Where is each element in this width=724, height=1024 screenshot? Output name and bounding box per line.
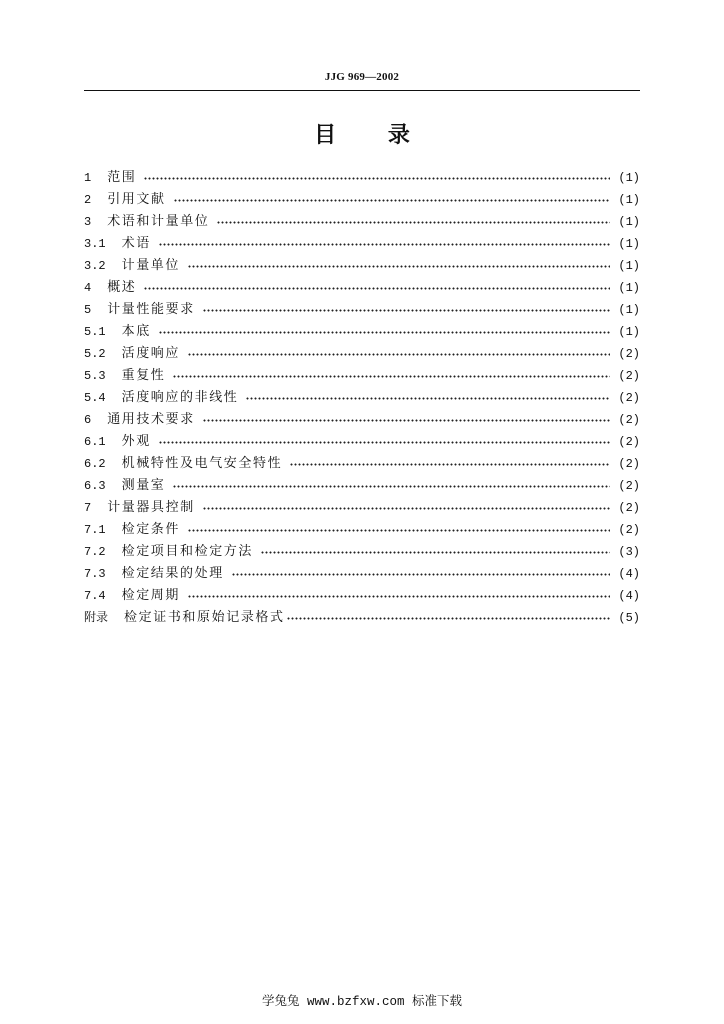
dot-leader (188, 353, 610, 356)
toc-entry (84, 409, 640, 431)
toc-entry-title: 活度响应 (121, 346, 181, 361)
toc-entry (84, 277, 640, 299)
toc-entry-number: 3.2 (84, 259, 106, 273)
toc-entry (84, 167, 640, 189)
toc-entry-number: 附录 (84, 611, 109, 625)
toc-entry-title: 范围 (107, 170, 137, 185)
dot-leader (287, 617, 611, 620)
site-watermark-footer: 学兔兔 www.bzfxw.com 标准下载 (261, 995, 463, 1009)
dot-leader (159, 441, 611, 444)
toc-entry-page: (1) (618, 259, 640, 273)
toc-entry-number: 3 (84, 215, 92, 229)
toc-entry-page: (2) (618, 391, 640, 405)
toc-entry-page: (2) (618, 369, 640, 383)
toc-entry (84, 497, 640, 519)
toc-entry-title: 术语和计量单位 (107, 214, 210, 229)
page-title: 目 录 (314, 122, 410, 148)
toc-entry (84, 321, 640, 343)
toc-entry-page: (5) (618, 611, 640, 625)
toc-entry (84, 255, 640, 277)
toc-entry-page: (4) (618, 589, 640, 603)
toc-entry-page: (2) (618, 479, 640, 493)
toc-entry-number: 7.3 (84, 567, 106, 581)
toc-entry-title: 通用技术要求 (107, 412, 195, 427)
toc-entry (84, 365, 640, 387)
dot-leader (188, 529, 610, 532)
toc-entry-page: (2) (618, 523, 640, 537)
toc-entry-number: 7.2 (84, 545, 106, 559)
toc-entry (84, 233, 640, 255)
dot-leader (173, 375, 610, 378)
toc-entry-number: 5.1 (84, 325, 106, 339)
dot-leader (144, 177, 610, 180)
dot-leader (188, 265, 610, 268)
toc-entry-title: 引用文献 (107, 192, 166, 207)
toc-entry-page: (1) (618, 281, 640, 295)
toc-entry (84, 453, 640, 475)
toc-entry-number: 6.3 (84, 479, 106, 493)
toc-entry-page: (2) (618, 501, 640, 515)
toc-entry-number: 6 (84, 413, 92, 427)
toc-entry-number: 1 (84, 171, 92, 185)
dot-leader (144, 287, 610, 290)
toc-entry-title: 术语 (121, 236, 151, 251)
toc-entry-page: (1) (618, 171, 640, 185)
toc-entry-number: 7.1 (84, 523, 106, 537)
toc-entry-title: 计量单位 (121, 258, 181, 273)
toc-entry-title: 测量室 (121, 478, 166, 493)
document-code-header: JJG 969—2002 (324, 71, 400, 83)
toc-entry-page: (1) (618, 237, 640, 251)
toc-entry (84, 563, 640, 585)
toc-entry-page: (2) (618, 435, 640, 449)
toc-entry-page: (3) (618, 545, 640, 559)
dot-leader (159, 331, 611, 334)
toc-entry (84, 541, 640, 563)
header-divider (84, 90, 640, 91)
dot-leader (246, 397, 610, 400)
toc-entry (84, 299, 640, 321)
toc-entry-title: 外观 (121, 434, 151, 449)
toc-entry-number: 5.3 (84, 369, 106, 383)
toc-entry-title: 重复性 (121, 368, 166, 383)
toc-entry-number: 7 (84, 501, 92, 515)
toc-entry-title: 机械特性及电气安全特性 (121, 456, 283, 471)
toc-entry-page: (2) (618, 413, 640, 427)
dot-leader (188, 595, 610, 598)
toc-entry-title: 检定条件 (121, 522, 181, 537)
toc-entry-page: (1) (618, 325, 640, 339)
dot-leader (290, 463, 610, 466)
toc-entry-number: 2 (84, 193, 92, 207)
toc-entry (84, 475, 640, 497)
toc-entry-title: 活度响应的非线性 (121, 390, 239, 405)
toc-entry-title: 概述 (107, 280, 137, 295)
dot-leader (232, 573, 611, 576)
toc-entry-page: (1) (618, 215, 640, 229)
dot-leader (159, 243, 611, 246)
toc-entry (84, 387, 640, 409)
toc-entry-title: 检定周期 (121, 588, 181, 603)
dot-leader (261, 551, 610, 554)
toc-entry-number: 6.2 (84, 457, 106, 471)
toc-entry-number: 6.1 (84, 435, 106, 449)
dot-leader (217, 221, 610, 224)
dot-leader (203, 309, 611, 312)
toc-entry (84, 343, 640, 365)
table-of-contents (84, 167, 640, 629)
toc-entry (84, 519, 640, 541)
toc-entry-title: 检定证书和原始记录格式 (124, 610, 285, 625)
dot-leader (203, 419, 611, 422)
toc-entry (84, 189, 640, 211)
toc-entry-page: (4) (618, 567, 640, 581)
toc-entry-number: 4 (84, 281, 92, 295)
toc-entry (84, 585, 640, 607)
toc-entry-page: (1) (618, 193, 640, 207)
toc-entry-title: 计量性能要求 (107, 302, 195, 317)
dot-leader (173, 485, 610, 488)
toc-entry-number: 5.2 (84, 347, 106, 361)
toc-entry-title: 计量器具控制 (107, 500, 195, 515)
toc-entry-title: 检定项目和检定方法 (121, 544, 254, 559)
toc-entry-appendix (84, 607, 640, 629)
toc-entry-number: 7.4 (84, 589, 106, 603)
toc-entry-title: 检定结果的处理 (121, 566, 224, 581)
toc-entry-number: 5 (84, 303, 92, 317)
dot-leader (174, 199, 611, 202)
toc-entry-page: (1) (618, 303, 640, 317)
dot-leader (203, 507, 611, 510)
toc-entry (84, 431, 640, 453)
toc-entry-page: (2) (618, 457, 640, 471)
toc-entry-title: 本底 (121, 324, 151, 339)
toc-entry-number: 5.4 (84, 391, 106, 405)
toc-entry-page: (2) (618, 347, 640, 361)
toc-entry-number: 3.1 (84, 237, 106, 251)
toc-entry (84, 211, 640, 233)
